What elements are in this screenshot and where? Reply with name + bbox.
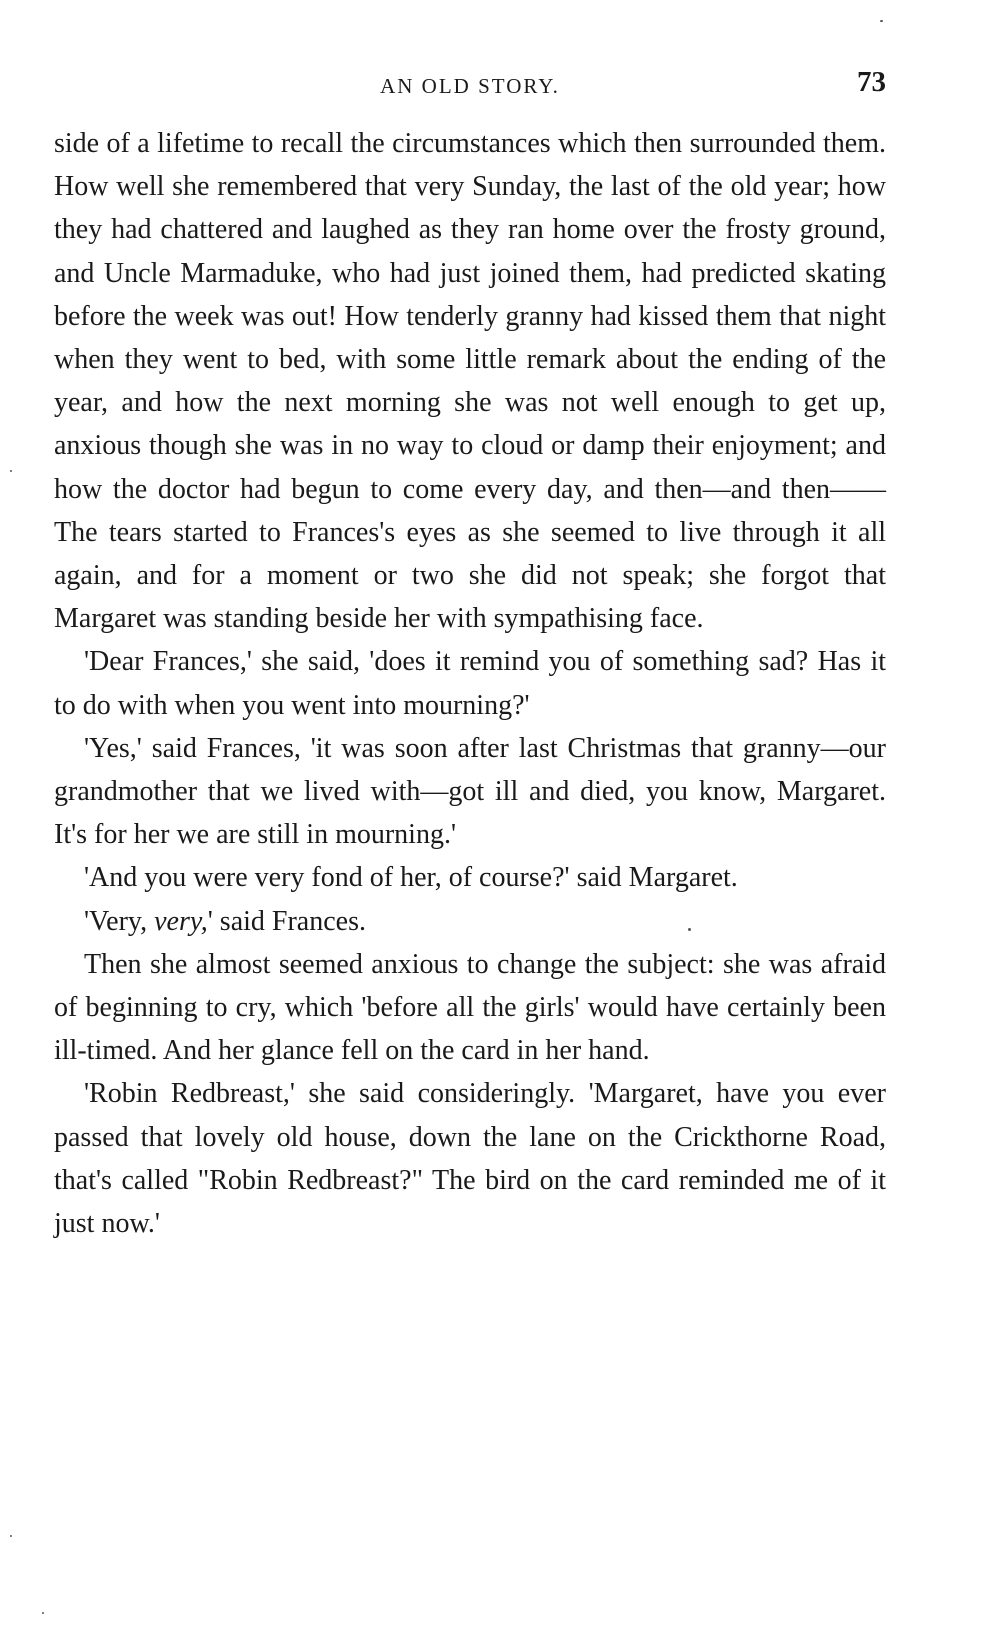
paragraph-narration: Then she almost seemed anxious to change the subject: she was afraid of beginning to cry, which 'before all the girls' would have certainly been ill-timed. And her glance fell on the card in her hand. (54, 948, 886, 1067)
paragraph-dialogue: 'Robin Redbreast,' she said consideringly. 'Margaret, have you ever passed that lovely old house, down the lane on the Crickthorne Road, that's called "Robin Redbreast?" The bird on the card reminded me of it just now.' (54, 1078, 886, 1240)
emphasis-text: very, (154, 905, 208, 937)
text-run: 'Very, (84, 905, 155, 937)
text-run: ' said Frances. (207, 905, 366, 937)
running-head (54, 60, 886, 100)
paragraph-dialogue: 'Dear Frances,' she said, 'does it remind you of something sad? Has it to do with when you went into mourning?' (54, 646, 886, 721)
print-speck (688, 928, 691, 931)
running-title: AN OLD STORY. (380, 74, 560, 98)
body-text (54, 122, 886, 1245)
print-speck (10, 1535, 12, 1537)
paragraph-dialogue: 'And you were very fond of her, of course?' said Margaret. (84, 862, 738, 894)
paragraph-dialogue: 'Yes,' said Frances, 'it was soon after last Christmas that granny—our grandmother that we lived with—got ill and died, you know, Margaret. It's for her we are still in mourning.' (54, 732, 886, 851)
print-speck (880, 20, 883, 22)
paragraph-continuation: side of a lifetime to recall the circumstances which then surrounded them. How well she remembered that very Sunday, the last of the old year; how they had chattered and laughed as they ran home over the frosty ground, and Uncle Marmaduke, who had just joined them, had predicted skating before the week was out! How tenderly granny had kissed them that night when they went to bed, with some little remark about the ending of the year, and how the next morning she was not well enough to get up, anxious though she was in no way to cloud or damp their enjoyment; and how the doctor had begun to come every day, and then—and then—— The tears started to Frances's eyes as she seemed to live through it all again, and for a moment or two she did not speak; she forgot that Margaret was standing beside her with sympathising face. (54, 128, 886, 635)
book-page (54, 60, 886, 1245)
print-speck (42, 1612, 44, 1614)
print-speck (10, 470, 12, 472)
paragraph-dialogue (54, 900, 886, 943)
page-number: 73 (857, 66, 886, 98)
